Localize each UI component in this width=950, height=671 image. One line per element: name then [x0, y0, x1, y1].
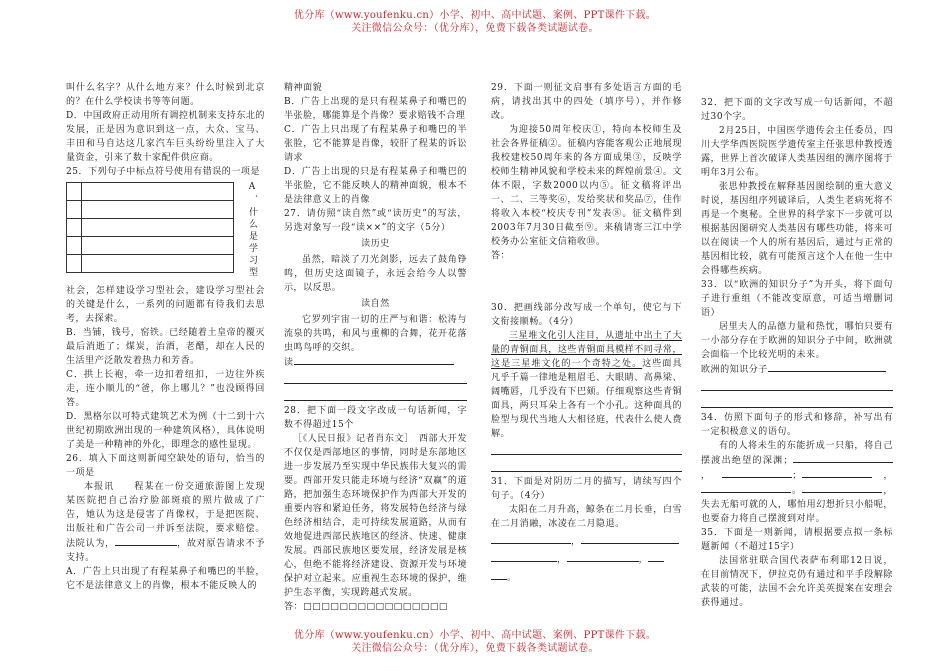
answer-blank: [701, 483, 791, 493]
answer-line: [284, 387, 467, 401]
table-row: [67, 219, 234, 237]
answer-line: [491, 458, 682, 472]
q31-separator: ，: [638, 555, 649, 565]
table-cell: [82, 219, 234, 237]
q26-news-part-a: 本报讯 程某在一份交通旅游图上发现某医院把自己治疗脸部斑痕的照片做成了广告，她认为这是侵害了肖像权，于是把医院、出版社和广告公司一并诉至法院，要求赔偿。法院认为，: [66, 482, 265, 549]
answer-blank: [491, 552, 557, 562]
header-line-1: 优分库（www.youfenku.cn）小学、初中、高中试题、案例、PPT课件下载。: [293, 10, 657, 21]
answer-blank: [648, 552, 664, 562]
q27-nature-passage: 它罗列宇宙一切的庄严与和谐：松涛与流泉的共鸣，和风与重柳的合舞，花开花落虫鸣鸟呼的交织。: [284, 315, 467, 353]
column-3: [491, 81, 682, 585]
answer-line: [701, 394, 893, 408]
q26-news: [66, 480, 265, 565]
table-cell: [67, 201, 82, 219]
footer-line-2: 关注微信公众号：（优分库），免费下载各类试题试卷。: [351, 643, 599, 654]
table-cell: [67, 237, 82, 255]
q34-stem: 34．仿照下面句子的形式和修辞，补写出有一定积极意义的语句。: [701, 413, 893, 437]
table-cell: [67, 255, 82, 273]
table-row: [67, 201, 234, 219]
q29-stem: 29．下面一则征文启事有多处语言方面的毛病，请找出其中的四处（填序号），并作修改。: [491, 83, 682, 121]
q32-paragraph-1: 2月25日，中国医学遗传会主任委员，四川大学华西医院医学遗传室主任张思仲教授透露，世界上首次破译人类基因组的测序图将于明年3月公布。: [701, 126, 893, 178]
q33-sentence: 居里夫人的品德力量和热忱，哪怕只要有一小部分存在于欧洲的知识分子中间，欧洲就会面临一个比较光明的未来。: [701, 322, 893, 360]
q34-separator: 。: [791, 486, 803, 496]
table-cell: [82, 255, 234, 273]
q35-stem: 35．下面是一则新闻，请根据要点拟一条标题新闻（不超过15字）: [701, 528, 893, 552]
table-cell: [67, 219, 82, 237]
q34-text-part-a: 有的人将未生的东能折成一只船，将自己摆渡出绝望的深渊；: [701, 441, 893, 466]
q28-passage: ［《人民日报》记者肖东文］ 西部大开发不仅仅是西部地区的事情，同时是东部地区进一步发展乃至实现中华民族伟大复兴的需要。西部开发只能走环境与经济“双赢”的道路，把加强生态环境保护作为西部大开发的重要内容和紧迫任务，将发展特色经济与绿色经济相结合，走可持续发展道路，从而有效地促进西部民族地区的经济、快速、健康发展。西部民族地区要发展，经济发展是核心，但绝不能将经济建设、资源开发与环境保护对立起来。应重视生态环境的保护，维护生态平衡，实现跨越式发展。: [284, 434, 467, 598]
answer-blank: [115, 536, 177, 546]
answer-blank: [802, 468, 872, 478]
footer-line-1: 优分库（www.youfenku.cn）小学、初中、高中试题、案例、PPT课件下载。: [293, 630, 657, 641]
answer-blank: [491, 570, 507, 580]
footer-banner: [0, 629, 950, 655]
q27-heading-nature: 读自然: [361, 299, 390, 309]
q31-sample-text: 太阳在二月升高，鲸条在二月长垂，白雪在二月消融，冰凌在二月隐退。: [491, 505, 682, 529]
table-row: [67, 255, 234, 273]
answer-blank: [294, 355, 454, 365]
q25-table-area: [66, 182, 265, 279]
q25-option-a-continuation: 社会，怎样建设学习型社会，建设学习型社会的关键是什么，一系列的问题都有待我们去思考，去探索。: [66, 286, 265, 324]
q33-stem: 33．以“欧洲的知识分子”为开头，将下面句子进行重组（不能改变原意，可适当增删词语）: [701, 280, 893, 318]
table-cell: [82, 201, 234, 219]
q34-separator: ；: [792, 471, 802, 481]
q30-remaining-part: 这些面具凡乎千篇一律地是粗眉毛、大眼睛、高鼻梁、阔嘴唇，几乎没有下巴颏。仔细观察这些青铜面具，两只耳朵上各有一个小孔。这种面具的脸型与现代当地人大相径庭，代表什么使人费解。: [491, 359, 683, 439]
q26-option-c: C．广告上只出现了有程某鼻子和嘴巴的半张脸，它不能算是肖像，较肝了程某的诉讼请求: [284, 125, 467, 163]
q29-answer-label: 答：: [491, 251, 511, 261]
q26-option-b: B．广告上出现的是只有程某鼻子和嘴巴的半张脸，哪能算是个肖像？要求赔钱不合理: [284, 97, 467, 121]
q30-stem: 30．把画线部分改写成一个单句，使它与下文衔接顺畅。（4分）: [491, 303, 682, 327]
table-cell: [67, 183, 82, 201]
header-line-2: 关注微信公众号：（优分库），免费下载各类试题试卷。: [351, 23, 599, 34]
q31-stem: 31．下面是对阴历二月的描写，请续写四个句子。（4分）: [491, 477, 682, 501]
answer-line: [284, 370, 467, 384]
q32-paragraph-2: 张思仲教授在解释基因图绘制的重大意义时说，基因组序列破译后，人类生老病死将不再是一个奥秘。全世界的科学家下一步就可以根据基因图研究人类基因有哪些功能，将来可以在阅读一个人的所有基因后，通过与正常的基因相比较，就有可能预言这个人在他一生中会得哪些疾病。: [701, 182, 893, 276]
column-2: [284, 81, 467, 614]
q34-text-part-b: ，失去无船可就的人，哪怕用幻想折只小船呢，也要奋力将自己摆渡到对岸。: [701, 486, 893, 524]
q27-answer-prefix: 读: [284, 358, 294, 368]
q24-option-d: D．中国政府正动用所有调控机制来支持东北的发展，正是因为意识到这一点，大众、宝马、丰田和马自达这几家汽车巨头纷纷里注入了大量资金，引来了数十家配件供应商。: [66, 111, 265, 163]
q26-stem: 26．填入下面这则新闻空缺处的语句，恰当的一项是: [66, 454, 265, 478]
table-cell: [82, 237, 234, 255]
q34-separator: ，: [701, 471, 723, 481]
q27-stem: 27．请仿照“读自然”或“读历史”的写法，另选对象写一段“读××”的文字（5分）: [284, 209, 467, 233]
q34-separator: ，: [871, 471, 893, 481]
q31-separator: ，: [557, 555, 567, 565]
q26-option-a: A．广告上只出现了有程某鼻子和嘴巴的半脸，它不是法律意义上的肖像，根本不能反映人的: [66, 567, 265, 591]
q30-passage: [491, 329, 682, 441]
q25-option-a-vertical: A．什么是学习型: [247, 182, 257, 279]
column-4: [701, 96, 893, 610]
q25-option-b: B．当铺，钱号，窑铁。已经随着土皇帝的覆灭最后消逝了；煤炭，治酒，老醋，却在人民的生活里产泛散发着热力和芳香。: [66, 328, 265, 366]
q26-option-d: D．广告上出现的只是有程某鼻子和嘴巴的半张脸，它不能反映人的精神面貌，根本不是法律意义上的肖像: [284, 167, 467, 205]
q27-answer-line: [284, 355, 467, 370]
q31-separator: 。: [507, 573, 517, 583]
q31-answer-row-2: [491, 552, 682, 567]
answer-line: [701, 377, 893, 391]
answer-blank: [567, 552, 639, 562]
q25-option-c: C．拱上长袍，牵一边扣着纽扣，一边往外疾走，连小顺儿的“爸，你上哪儿？”也没顾得回答。: [66, 370, 265, 408]
table-row: [67, 237, 234, 255]
q29-notice-text: 为迎接50周年校庆①，特向本校师生及社会各界征稿②。征稿内容能客观公正地展现我校建校50周年来的各方面成果③，反映学校师生精神风貌和学校未来的辉煌前景④。文体不限，字数2000以内⑤。征文稿将评出一、二、三等奖⑥，发给奖状和奖品⑦，佳作将收入本校“校庆专刊”发表⑧。征文稿件到2003年7月30日截至⑨。来稿请寄三江中学校务办公室征文信箱收⑩。: [491, 125, 683, 247]
q25-option-d: D．黑格尔以可特式建筑艺术为例（十二到十六世纪初期欧洲出现的一种建筑风格），具体说明了美是一种精神的外化，即理念的感性显现。: [66, 412, 265, 450]
q30-underlined-part: 三星堆文化引人注目，从遗址中出土了大量的青铜面具，这些青铜面具模样不同寻常，这是三星堆文化的一个奇特之处。: [491, 331, 683, 369]
answer-blank: [802, 483, 882, 493]
answer-blank: [491, 534, 571, 544]
q32-stem: 32．把下面的文字改写成一句话新闻，不超过30个字。: [701, 98, 893, 122]
q26-option-a-continuation: 精神面貌: [284, 83, 323, 93]
blank-grid-table: [66, 182, 234, 273]
answer-blank: [581, 534, 679, 544]
q28-answer-boxes: 答：□□□□□□□□□□□□□□□□: [284, 602, 448, 612]
q26-news-part-b: ，故对原告请求不予支持。: [66, 539, 265, 563]
table-cell: [82, 183, 234, 201]
q31-answer-row-1: [491, 534, 682, 549]
answer-line: [491, 441, 682, 455]
q24-c-continuation: 叫什么名字？从什么地方来？什么时候到北京的？在什么学校读书等等问题。: [66, 83, 265, 107]
column-1: [66, 81, 265, 593]
answer-blank: [793, 453, 893, 463]
q33-answer-line: [701, 362, 893, 377]
q25-stem: 25．下列句子中标点符号使用有错误的一项是: [66, 167, 261, 177]
q31-answer-row-3: [491, 570, 682, 585]
q31-separator: ，: [571, 537, 581, 547]
q33-answer-prefix: 欧洲的知识分子: [701, 365, 768, 375]
q27-history-passage: 虽然，暗淡了刀光剑影，远去了鼓角铮鸣，但历史这面镜子，永远会给今人以警示，以反思。: [284, 255, 467, 293]
q35-news-text: 法国常驻联合国代表萨布利耶12日说，在目前情况下，伊拉克仍有通过和平手段解除武装的可能，法国不会允许美英提案在安理会获得通过。: [701, 556, 893, 608]
q28-stem: 28．把下面一段文字改成一句话新闻，字数不得超过15个: [284, 406, 467, 430]
header-banner: [0, 9, 950, 35]
table-row: [67, 183, 234, 201]
q34-sentence: [701, 439, 893, 526]
answer-blank: [722, 468, 792, 478]
answer-blank: [768, 362, 886, 372]
q27-heading-history: 读历史: [361, 239, 390, 249]
